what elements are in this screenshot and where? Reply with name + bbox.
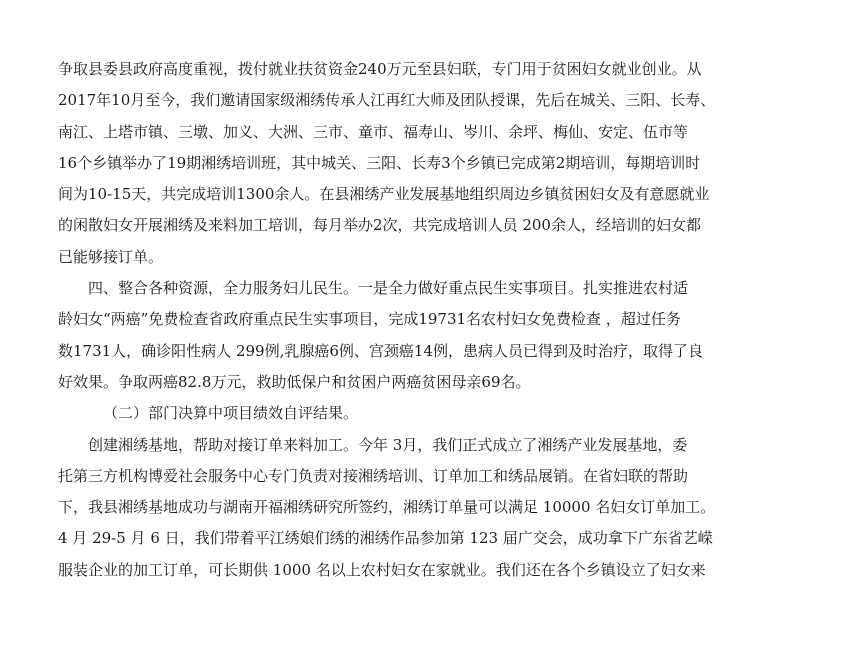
paragraph-line: 已能够接订单。 <box>58 247 164 266</box>
paragraph-line: 间为10-15天，共完成培训1300余人。在县湘绣产业发展基地组织周边乡镇贫困妇女及有意愿就业 <box>58 185 710 204</box>
paragraph-line: 4 月 29-5 月 6 日，我们带着平江绣娘们绣的湘绣作品参加第 123 届广交会，成功拿下广东省艺嵘 <box>58 529 713 548</box>
paragraph-line: 2017年10月至今，我们邀请国家级湘绣传承人江再红大师及团队授课，先后在城关、三阳、长寿、 <box>58 91 716 110</box>
section-heading-line: 四、整合各种资源，全力服务妇儿民生。一是全力做好重点民生实事项目。扎实推进农村适 <box>88 279 689 298</box>
paragraph-line: 16个乡镇举办了19期湘绣培训班，其中城关、三阳、长寿3个乡镇已完成第2期培训，每期培训时 <box>58 153 701 172</box>
paragraph-line: 托第三方机构博爱社会服务中心专门负责对接湘绣培训、订单加工和绣品展销。在省妇联的帮助 <box>58 466 689 485</box>
paragraph-line: 争取县委县政府高度重视，拨付就业扶贫资金240万元至县妇联，专门用于贫困妇女就业创业。从 <box>58 60 702 78</box>
paragraph-line: 创建湘绣基地，帮助对接订单来料加工。今年 3月，我们正式成立了湘绣产业发展基地，委 <box>88 435 688 454</box>
paragraph-line: 的闲散妇女开展湘绣及来料加工培训，每月举办2次，共完成培训人员 200余人，经培训的妇女都 <box>58 216 701 235</box>
paragraph-line: 好效果。争取两癌82.8万元，救助低保户和贫困户两癌贫困母亲69名。 <box>58 372 531 391</box>
subsection-heading: （二）部门决算中项目绩效自评结果。 <box>103 404 359 423</box>
paragraph-line: 龄妇女“两癌”免费检查省政府重点民生实事项目，完成19731名农村妇女免费检查 ，超过任务 <box>58 310 681 329</box>
paragraph-line: 南江、上塔市镇、三墩、加义、大洲、三市、童市、福寿山、岑川、余坪、梅仙、安定、伍市等 <box>58 122 689 141</box>
paragraph-line: 服装企业的加工订单，可长期供 1000 名以上农村妇女在家就业。我们还在各个乡镇设立了妇女来 <box>58 560 706 579</box>
paragraph-line: 数1731人，确诊阳性病人 299例,乳腺癌6例、宫颈癌14例，患病人员已得到及时治疗，取得了良 <box>58 341 703 360</box>
paragraph-line: 下，我县湘绣基地成功与湖南开福湘绣研究所签约，湘绣订单量可以满足 10000 名妇女订单加工。 <box>58 498 716 517</box>
document-body <box>58 54 786 586</box>
